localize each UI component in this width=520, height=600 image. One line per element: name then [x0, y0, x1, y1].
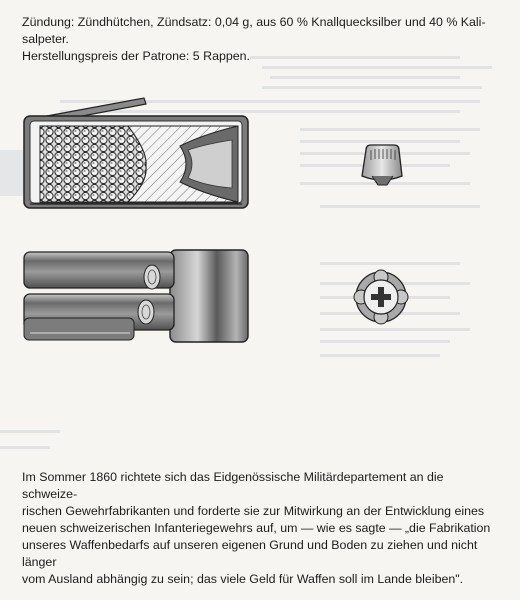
cartridge-bundle-figure — [24, 250, 248, 342]
header-line: salpeter. — [22, 32, 69, 46]
body-line: vom Ausland abhängig zu sein; das viele Geld für Waffen soll im Lande bleiben". — [22, 572, 464, 586]
body-line: neuen schweizerischen Infanteriegewehrs auf, um — wie es sagte — „die Fabrikation — [22, 521, 491, 535]
body-line: unseres Waffenbedarfs auf unseren eigenen Grund und Boden zu ziehen und nicht länger — [22, 538, 478, 569]
header-line: Zündung: Zündhütchen, Zündsatz: 0,04 g, aus 60 % Knallquecksilber und 40 % Kali- — [22, 15, 486, 29]
body-paragraph — [22, 469, 502, 588]
body-line: rischen Gewehrfabrikanten und forderte sie zur Mitwirkung an der Entwicklung eines — [22, 504, 485, 518]
primer-cap-top-figure — [354, 270, 408, 324]
primer-cap-side-figure — [362, 145, 402, 185]
header-line: Herstellungspreis der Patrone: 5 Rappen. — [22, 49, 250, 63]
cartridge-cross-section-figure — [24, 98, 248, 208]
body-line: Im Sommer 1860 richtete sich das Eidgenössische Militärdepartement an die schweize- — [22, 470, 444, 501]
